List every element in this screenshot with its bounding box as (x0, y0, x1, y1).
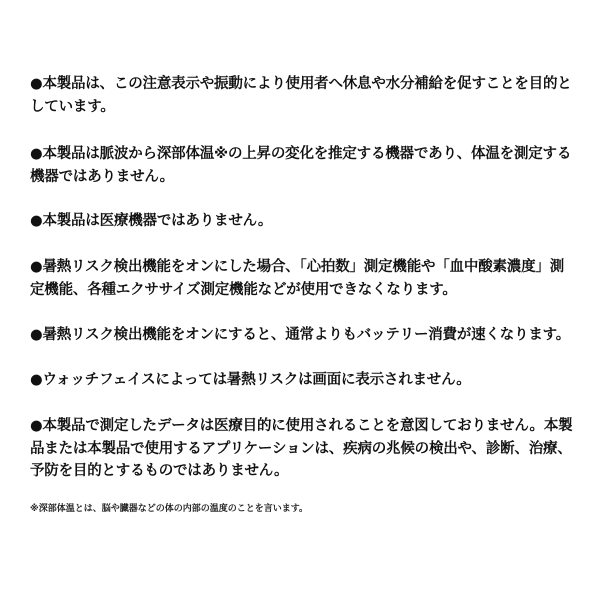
notice-watch-face-display: ●ウォッチフェイスによっては暑熱リスクは画面に表示されません。 (30, 372, 471, 388)
notice-core-temperature-estimate: ●本製品は脈波から深部体温※の上昇の変化を推定する機器であり、体温を測定する機器ではありません。 (30, 146, 572, 185)
notice-not-for-medical-purpose: ●本製品で測定したデータは医療目的に使用されることを意図しておりません。本製品または本製品で使用するアプリケーションは、疾病の兆候の検出や、診断、治療、予防を目的とするものではありません。 (30, 418, 573, 479)
notice-battery-consumption: ●暑熱リスク検出機能をオンにすると、通常よりもバッテリー消費が速くなります。 (30, 327, 571, 343)
footnote-core-temperature-definition: ※深部体温とは、脳や臓器などの体の内部の温度のことを言います。 (30, 504, 309, 514)
notice-not-medical-device: ●本製品は医療機器ではありません。 (30, 213, 273, 229)
notice-disabled-features: ●暑熱リスク検出機能をオンにした場合、「心拍数」測定機能や「血中酸素濃度」測定機能、各種エクササイズ測定機能などが使用できなくなります。 (30, 259, 565, 298)
notice-rest-hydration: ●本製品は、この注意表示や振動により使用者へ休息や水分補給を促すことを目的としています。 (30, 76, 572, 115)
